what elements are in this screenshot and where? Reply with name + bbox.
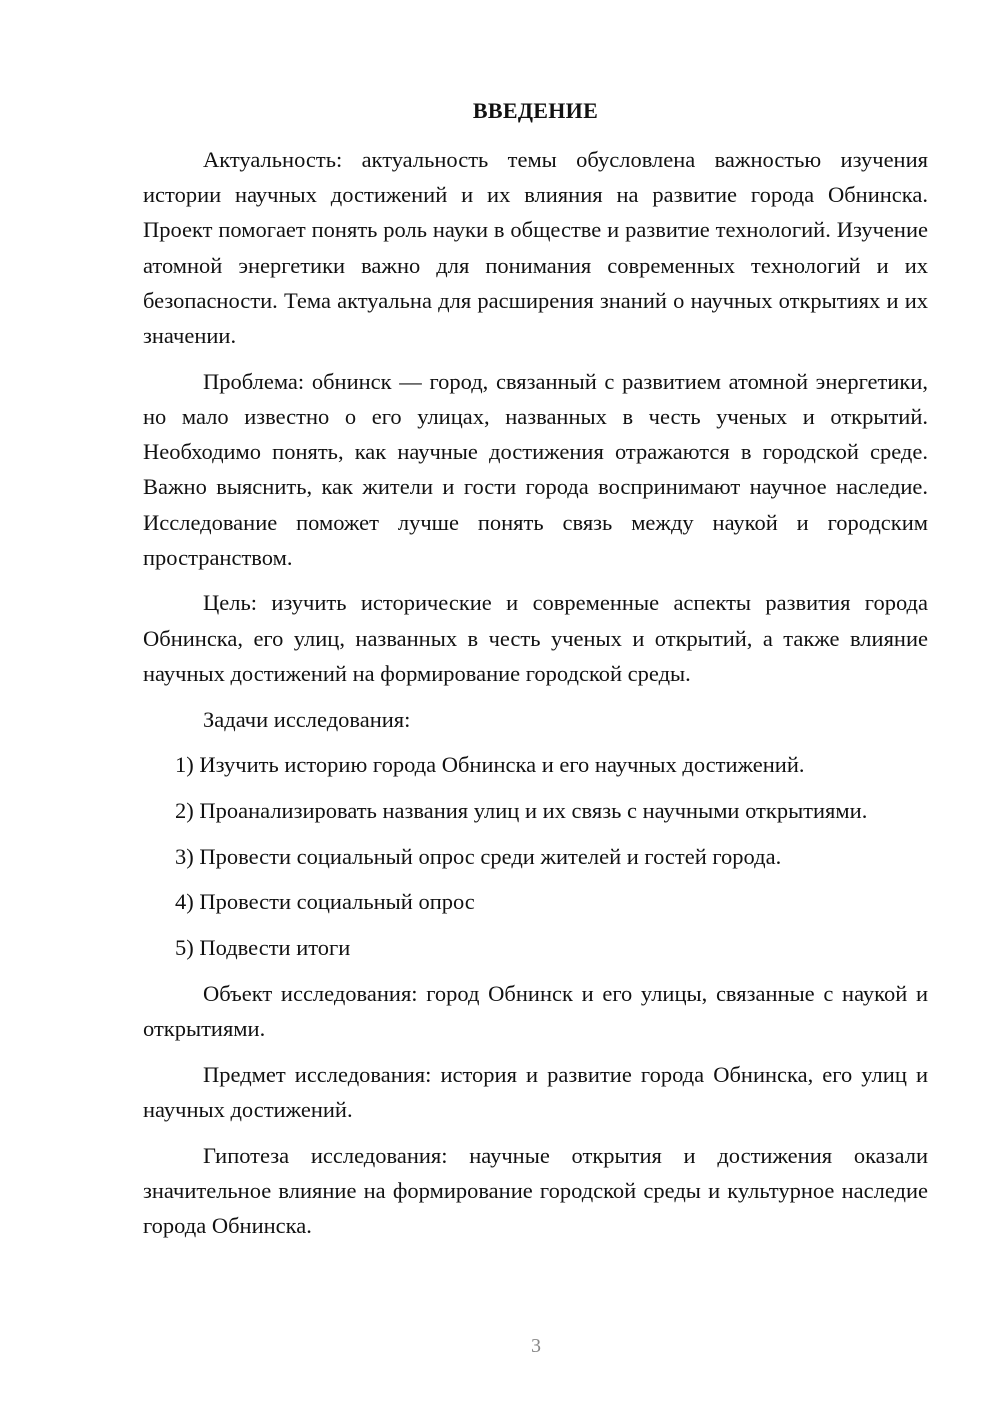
tasks-title: Задачи исследования:: [203, 706, 411, 732]
task-item: 2) Проанализировать названия улиц и их связь с научными открытиями.: [175, 797, 868, 823]
section-heading: ВВЕДЕНИЕ: [472, 98, 599, 123]
subject-paragraph: Предмет исследования: история и развитие города Обнинска, его улиц и научных достижений.: [143, 1061, 928, 1122]
task-item: 4) Провести социальный опрос: [175, 889, 475, 915]
document-body: [143, 142, 928, 1254]
task-item: 5) Подвести итоги: [175, 935, 351, 961]
problem-paragraph: Проблема: обнинск — город, связанный с развитием атомной энергетики, но мало известно о его улицах, названных в честь ученых и открытий. Необходимо понять, как научные достижения отражаются в городской среде. Важно выяснить, как жители и гости города воспринимают научное наследие. Исследование поможет лучше понять связь между наукой и городским пространством.: [143, 368, 928, 570]
task-item: 1) Изучить историю города Обнинска и его научных достижений.: [175, 752, 805, 778]
goal-paragraph: Цель: изучить исторические и современные аспекты развития города Обнинска, его улиц, названных в честь ученых и открытий, а также влияние научных достижений на формирование городской среды.: [143, 590, 928, 686]
object-paragraph: Объект исследования: город Обнинск и его улицы, связанные с наукой и открытиями.: [143, 980, 928, 1041]
relevance-paragraph: Актуальность: актуальность темы обусловлена важностью изучения истории научных достижений и их влияния на развитие города Обнинска. Проект помогает понять роль науки в обществе и развитие технологий. Изучение атомной энергетики важно для понимания современных технологий и их безопасности. Тема актуальна для расширения знаний о научных открытиях и их значении.: [143, 147, 928, 349]
task-item: 3) Провести социальный опрос среди жителей и гостей города.: [175, 843, 782, 869]
hypothesis-paragraph: Гипотеза исследования: научные открытия и достижения оказали значительное влияние на формирование городской среды и культурное наследие города Обнинска.: [143, 1142, 928, 1238]
page-number: 3: [531, 1335, 541, 1357]
